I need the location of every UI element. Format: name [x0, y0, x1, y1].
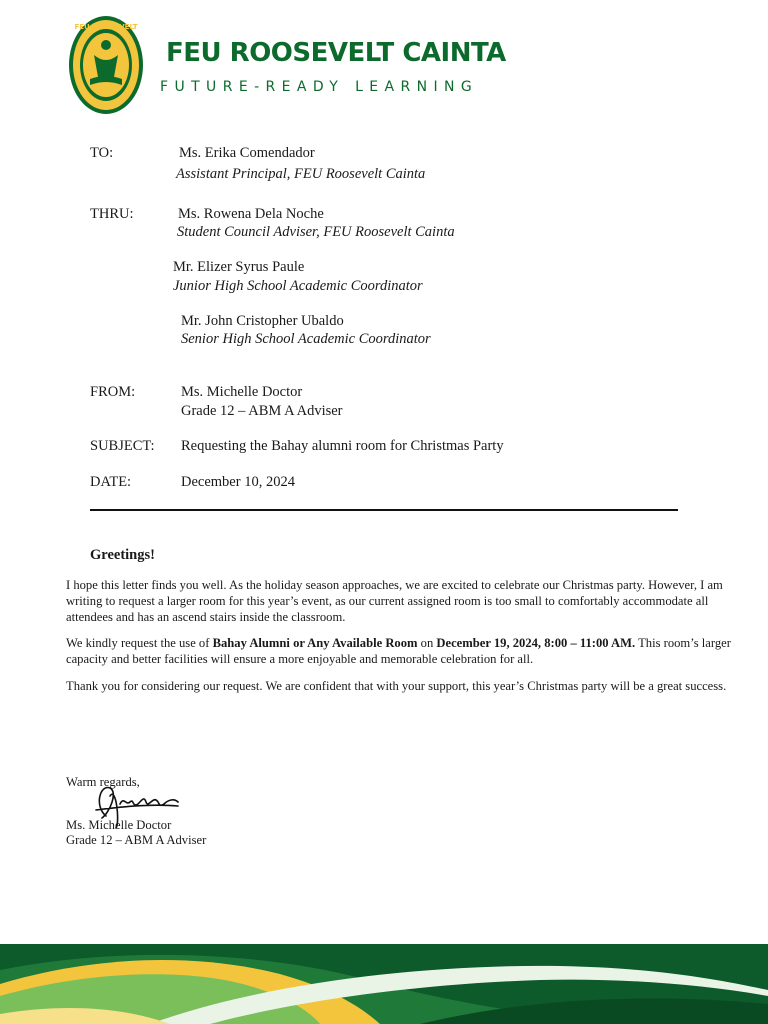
- seal-top-text: FEU ROOSEVELT: [74, 23, 138, 31]
- school-name: FEU ROOSEVELT CAINTA: [166, 38, 506, 68]
- thru-1-name: Ms. Rowena Dela Noche: [178, 206, 324, 222]
- to-name: Ms. Erika Comendador: [179, 145, 315, 161]
- closing-regards: Warm regards,: [66, 775, 140, 789]
- seal-year: 1933: [96, 101, 116, 109]
- to-role: Assistant Principal, FEU Roosevelt Cainta: [176, 166, 426, 182]
- paragraph-intro: I hope this letter finds you well. As the holiday season approaches, we are excited to celebrate our Christmas party. However, I am writing to request a larger room for this year’s event, as our current assigned room is too small to comfortably accommodate all attendees and has an ascend stairs inside the classroom.: [66, 578, 723, 624]
- paragraph-thanks: Thank you for considering our request. We are confident that with your support, this year’s Christmas party will be a great success.: [66, 679, 727, 693]
- thru-1-role: Student Council Adviser, FEU Roosevelt Cainta: [177, 224, 455, 240]
- closing-role: Grade 12 – ABM A Adviser: [66, 833, 207, 847]
- greeting: Greetings!: [90, 547, 155, 563]
- from-role: Grade 12 – ABM A Adviser: [181, 403, 343, 419]
- paragraph-request: [66, 635, 734, 667]
- footer-wave-decoration: [0, 944, 768, 1024]
- school-tagline: FUTURE-READY LEARNING: [160, 79, 479, 95]
- date-text: December 10, 2024: [181, 474, 295, 490]
- request-text-on: on: [417, 636, 437, 650]
- closing-name: Ms. Michelle Doctor: [66, 818, 172, 832]
- requested-date-time: December 19, 2024, 8:00 – 11:00 AM.: [436, 636, 636, 650]
- thru-2-role: Junior High School Academic Coordinator: [173, 278, 423, 294]
- thru-3-role: Senior High School Academic Coordinator: [181, 331, 431, 347]
- header-divider: [90, 509, 678, 511]
- thru-3-name: Mr. John Cristopher Ubaldo: [181, 313, 344, 329]
- request-text-start: We kindly request the use of: [66, 636, 213, 650]
- thru-2-name: Mr. Elizer Syrus Paule: [173, 259, 305, 275]
- date-label: DATE:: [90, 474, 132, 490]
- request-text-end: This room’s larger capacity and better facilities will ensure a more enjoyable and memorable celebration for all.: [66, 636, 731, 666]
- from-name: Ms. Michelle Doctor: [181, 384, 303, 400]
- subject-text: Requesting the Bahay alumni room for Christmas Party: [181, 438, 504, 454]
- from-label: FROM:: [90, 384, 136, 400]
- subject-label: SUBJECT:: [90, 438, 155, 454]
- school-seal-logo: [68, 15, 144, 115]
- thru-label: THRU:: [90, 206, 134, 222]
- to-label: TO:: [90, 145, 114, 161]
- requested-room: Bahay Alumni or Any Available Room: [212, 636, 418, 650]
